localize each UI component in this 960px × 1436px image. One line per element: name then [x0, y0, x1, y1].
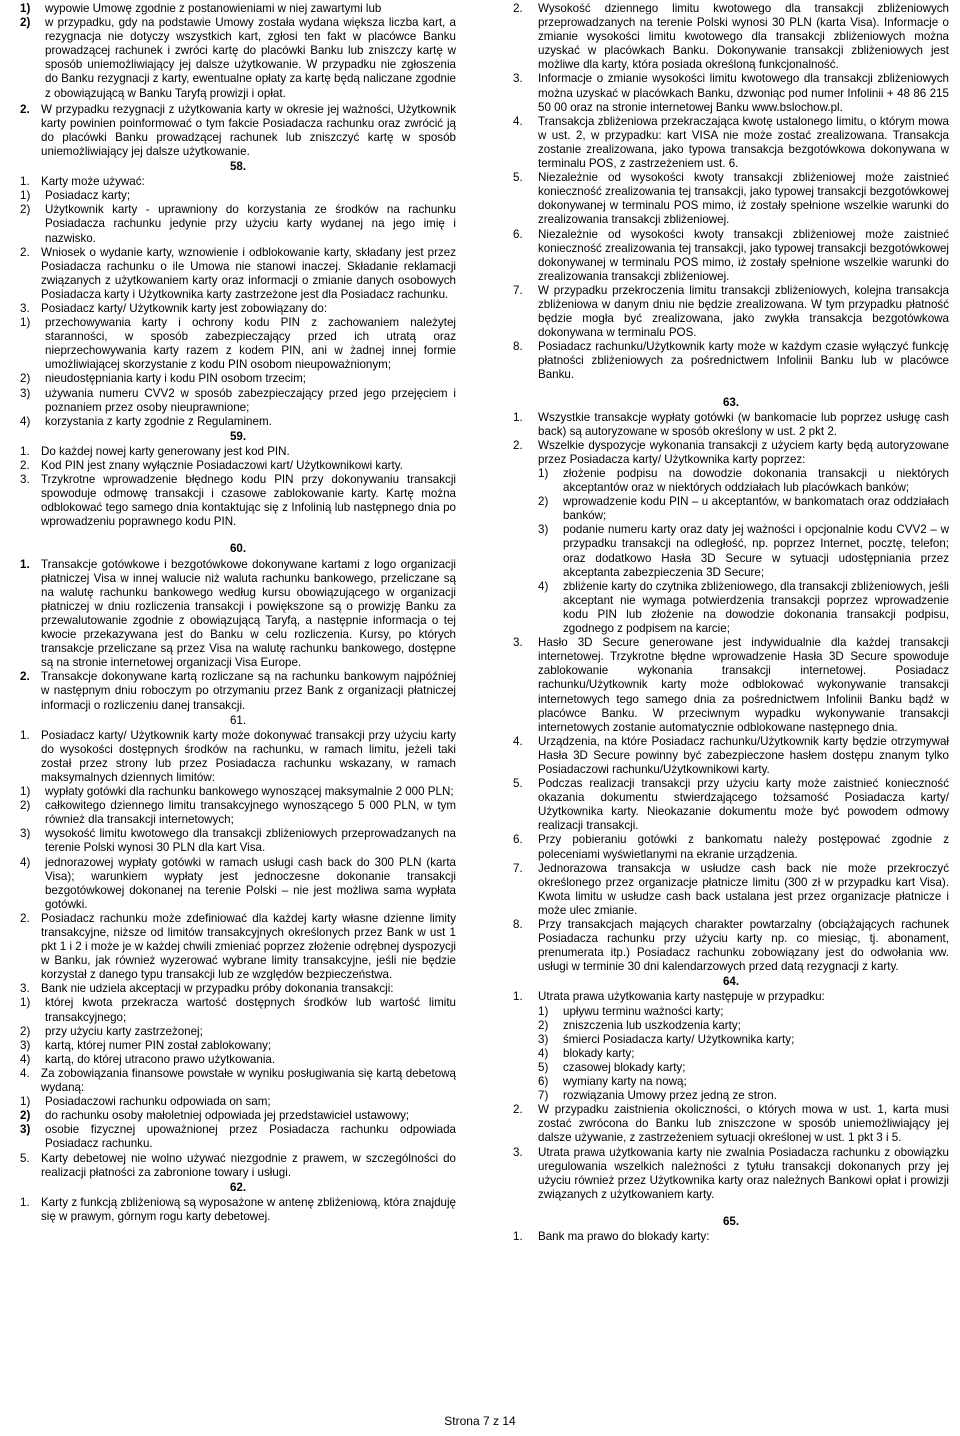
item-text: Przy pobieraniu gotówki z bankomatu należy postępować zgodnie z poleceniami wyświetlanymi na ekranie urządzenia. — [538, 833, 949, 861]
item-number: 2. — [513, 438, 523, 452]
item-text: Posiadaczowi rachunku odpowiada on sam; — [45, 1095, 271, 1109]
item-number: 8. — [513, 918, 523, 931]
item-number: 1) — [20, 785, 31, 799]
list-item — [20, 415, 456, 429]
item-text: podanie numeru karty oraz daty jej ważności i opcjonalnie kodu CVV2 – w przypadku transakcji na odległość, np. poprzez Internet, pocztę, telefon; oraz dodatkowo Hasła 3D Secure w sytuacji udostępniania przez akceptanta zabezpieczenia 3D Secure; — [563, 523, 949, 579]
item-text: Karty z funkcją zbliżeniową są wyposażone w antenę zbliżeniową, która znajduję się w prawym, górnym rogu karty debetowej. — [41, 1195, 456, 1223]
item-text: wypłaty gotówki dla rachunku bankowego wynoszącej maksymalnie 2 000 PLN; — [45, 785, 454, 799]
item-text: wymiany karty na nową; — [563, 1075, 687, 1089]
section-heading: 63. — [722, 395, 740, 409]
section-heading: 60. — [229, 542, 247, 556]
right-column — [513, 2, 949, 1244]
left-column — [20, 2, 456, 1224]
item-text: kartą, do której utracono prawo użytkowania. — [45, 1052, 276, 1066]
list-item — [513, 833, 949, 861]
list-item — [20, 316, 456, 372]
item-number: 3. — [513, 72, 523, 86]
item-number: 8. — [513, 340, 523, 354]
list-item — [20, 982, 456, 996]
item-text: czasowej blokady karty; — [563, 1060, 686, 1074]
list-item — [20, 558, 456, 671]
item-text: Przy transakcjach mających charakter powtarzalny (obciążających rachunek Posiadacza rachunku przy użyciu karty np. co miesiąc, tj. abonament, prenumerata itp.) Posiadacz rachunku zobowiązany jest do odwołania ww. usługi w terminie 30 dni kalendarzowych przed datą rezygnacji z karty. — [538, 918, 949, 974]
item-number: 3. — [20, 473, 30, 487]
list-item — [20, 1196, 456, 1224]
list-item — [20, 372, 456, 386]
list-item — [513, 918, 949, 974]
item-text: Transakcje dokonywane kartą rozliczane są na rachunku bankowym najpóźniej w następnym dniu roboczym po otrzymaniu przez Bank z organizacji płatniczej informacji o rozliczeniu danej transakcji. — [41, 670, 456, 712]
item-number: 6. — [513, 833, 523, 847]
list-item — [20, 1109, 456, 1123]
list-item — [513, 636, 949, 735]
item-number: 2. — [20, 670, 30, 684]
list-item — [20, 827, 456, 855]
item-number: 7) — [538, 1089, 549, 1103]
item-text: osobie fizycznej upoważnionej przez Posiadacza rachunku odpowiada Posiadacz rachunku. — [45, 1123, 456, 1151]
item-number: 1) — [20, 316, 31, 330]
list-item — [513, 1089, 949, 1103]
spacer — [513, 1202, 949, 1214]
item-number: 4. — [20, 1066, 30, 1080]
section-heading: 62. — [229, 1180, 247, 1194]
list-item — [513, 467, 949, 495]
list-item — [513, 1033, 949, 1047]
item-text: Wniosek o wydanie karty, wznowienie i odblokowanie karty, składany jest przez Posiadacza rachunku o ile Umowa nie stanowi inaczej. Składanie reklamacji związanych z użytkowaniem karty oraz informacji o zmianie danych osobowych Posiadacza karty i Użytkownika karty zastrzeżone jest dla Posiadacz rachunku. — [41, 245, 456, 301]
list-item — [20, 1025, 456, 1039]
list-item — [513, 1047, 949, 1061]
list-item — [20, 856, 456, 912]
item-text: w przypadku, gdy na podstawie Umowy została wydana większa liczba kart, a rezygnacja nie dotyczy wszystkich kart, zgłosi ten fakt w placówce Banku prowadzącej rachunek i zwróci kartę do placówki Banku lub zniszczy kartę w sposób uniemożliwiający jej dalsze użytkowanie. W przypadku nie zgłoszenia do Banku rezygnacji z karty, ewentualne opłaty za kartę będą naliczane zgodnie z obowiązującą w Banku Taryfą prowizji i opłat. — [45, 16, 456, 100]
item-text: Jednorazowa transakcja w usłudze cash back nie może przekroczyć określonego przez organizacje płatnicze limitu (300 zł w przypadku kart Visa). Kwota limitu w usłudze cash back ustalana jest przez organizacje płatnicze i może ulec zmianie. — [538, 861, 949, 917]
item-number: 1) — [20, 1095, 31, 1109]
item-text: rozwiązania Umowy przez jedną ze stron. — [563, 1089, 777, 1103]
item-number: 3. — [20, 982, 30, 996]
list-item — [513, 1005, 949, 1019]
item-text: Karty może używać: — [41, 175, 145, 189]
item-text: Niezależnie od wysokości kwoty transakcji zbliżeniowej może zaistnieć konieczność zrealizowania tej transakcji, jako typowej transakcji bezgotówkowej dokonywanej w terminalu POS mimo, iż zostały spełnione wszelkie warunki do zrealizowania transakcji zbliżeniowej. — [538, 171, 949, 227]
list-item — [513, 1061, 949, 1075]
list-item — [513, 72, 949, 114]
item-text: Posiadacz karty; — [45, 189, 131, 203]
item-number: 1) — [20, 189, 31, 203]
item-text: Wysokość dziennego limitu kwotowego dla transakcji zbliżeniowych przeprowadzanych na terenie Polski wynosi 30 PLN (karta Visa). Informacje o zmianie wysokości limitu kwotowego dla transakcji zbliżeniowych można uzyskać w placówkach Banku. Dokonywanie transakcji zbliżeniowych jest możliwe dla karty, która posiada określoną funkcjonalność. — [538, 2, 949, 72]
item-number: 1) — [20, 996, 31, 1010]
list-item — [20, 912, 456, 982]
item-text: zniszczenia lub uszkodzenia karty; — [563, 1018, 741, 1032]
list-item — [20, 729, 456, 785]
list-item — [20, 175, 456, 189]
item-text: Za zobowiązania finansowe powstałe w wyniku posługiwania się kartą debetową wydaną: — [41, 1066, 456, 1095]
item-text: Utrata prawa użytkowania karty następuje w przypadku: — [538, 990, 825, 1004]
item-text: śmierci Posiadacza karty/ Użytkownika karty; — [563, 1032, 795, 1046]
item-number: 2) — [538, 495, 549, 509]
list-item — [20, 459, 456, 473]
item-text: do rachunku osoby małoletniej odpowiada jej przedstawiciel ustawowy; — [45, 1109, 410, 1123]
item-number: 6) — [538, 1075, 549, 1089]
item-text: Niezależnie od wysokości kwoty transakcji zbliżeniowej może zaistnieć konieczność zrealizowania tej transakcji, jako typowej transakcji bezgotówkowej dokonywanej w terminalu POS mimo, iż zostały spełnione wszelkie warunki do zrealizowania transakcji zbliżeniowej. — [538, 227, 949, 283]
item-number: 7. — [513, 283, 523, 297]
list-item — [513, 777, 949, 833]
list-item — [513, 1019, 949, 1033]
list-item — [20, 1039, 456, 1053]
item-text: której kwota przekracza wartość dostępnych środków lub wartość limitu transakcyjnego; — [45, 996, 456, 1024]
item-number: 1. — [513, 410, 523, 424]
list-item — [513, 1146, 949, 1202]
list-item — [20, 996, 456, 1024]
list-item — [513, 523, 949, 579]
item-number: 2) — [20, 1109, 31, 1123]
page-footer: Strona 7 z 14 — [444, 1414, 516, 1428]
item-text: nieudostępniania karty i kodu PIN osobom trzecim; — [45, 372, 306, 386]
item-text: Trzykrotne wprowadzenie błędnego kodu PIN przy dokonywaniu transakcji spowoduje odmowę transakcji i czasowe zablokowanie karty. Kartę można odblokować tego samego dnia kontaktując się z Infolinią lub następnego dnia po wprowadzeniu poprawnego kodu PIN. — [41, 473, 456, 529]
list-item — [20, 1123, 456, 1151]
list-item — [20, 246, 456, 302]
item-text: W przypadku zaistnienia okoliczności, o których mowa w ust. 1, karta musi zostać zwrócona do Banku lub zniszczone w sposób uniemożliwiający jej dalsze używanie, z zastrzeżeniem sytuacji określonej w ust. 1 pkt 3 i 5. — [538, 1103, 949, 1145]
item-text: Kod PIN jest znany wyłącznie Posiadaczowi kart/ Użytkownikowi karty. — [41, 459, 403, 472]
item-number: 2. — [20, 911, 30, 925]
list-item — [20, 799, 456, 827]
item-text: W przypadku przekroczenia limitu transakcji zbliżeniowych, kolejna transakcja zbliżeniowa w danym dniu nie będzie zrealizowana. W tym przypadku płatność będzie mogła być zrealizowana, jako zwykła transakcja bezgotówkowa dokonywana w terminalu POS. — [538, 283, 949, 340]
item-text: upływu terminu ważności karty; — [563, 1004, 724, 1018]
item-text: zbliżenie karty do czytnika zbliżeniowego, dla transakcji zbliżeniowych, jeśli akceptant nie wymaga potwierdzenia transakcji poprzez wprowadzenie kodu PIN lub złożenie na dowodzie dokonania transakcji podpisu, zgodnego z podpisem na karcie; — [563, 579, 949, 636]
item-text: Posiadacz rachunku/Użytkownik karty może w każdym czasie wyłączyć funkcję płatności zbliżeniowych za pośrednictwem Infolinii Banku lub w placówce Banku. — [538, 340, 949, 382]
list-item — [513, 990, 949, 1004]
item-text: Podczas realizacji transakcji przy użyciu karty może zaistnieć konieczność okazania dokumentu stwierdzającego tożsamość Posiadacza karty/ Użytkownika karty. Nieokazanie dokumentu może być powodem odmowy realizacji transakcji. — [538, 777, 949, 833]
section-heading: 59. — [229, 429, 247, 443]
list-item — [513, 115, 949, 171]
list-item — [20, 445, 456, 459]
item-text: Wszystkie transakcje wypłaty gotówki (w bankomacie lub poprzez usługę cash back) są autoryzowane w sposób określony w ust. 2 pkt 2. — [538, 410, 949, 438]
list-item — [20, 1053, 456, 1067]
list-item — [513, 171, 949, 227]
item-number: 2. — [20, 245, 30, 259]
list-item — [20, 16, 456, 101]
list-item — [513, 228, 949, 284]
item-number: 2) — [20, 16, 31, 30]
item-number: 4) — [20, 1052, 31, 1066]
list-item — [513, 1103, 949, 1145]
item-text: Hasło 3D Secure generowane jest indywidualnie dla każdej transakcji internetowej. Trzykrotne błędne wprowadzenie Hasła 3D Secure spowoduje zablokowanie wykonania transakcji internetowej. Posiadacz rachunku/Użytkownik karty może odblokować wykonywanie transakcji internetowych tego samego dnia za pośrednictwem Infolinii Banku bądź w placówce Banku. W przeciwnym wypadku wykonywanie transakcji internetowych zostanie automatycznie odblokowane następnego dnia. — [538, 636, 949, 734]
item-text: przy użyciu karty zastrzeżonej; — [45, 1024, 203, 1038]
item-number: 5) — [538, 1060, 549, 1074]
section-heading: 64. — [722, 975, 740, 989]
list-item — [513, 580, 949, 636]
item-number: 1) — [538, 467, 549, 480]
list-item — [20, 189, 456, 203]
list-item — [513, 2, 949, 72]
item-text: Posiadacz karty/ Użytkownik karty może dokonywać transakcji przy użyciu karty do wysokości dostępnych środków na rachunku, w ramach limitu, jeżeli taki został przez strony lub przez Posiadacza rachunku wskazany, w ramach maksymalnych dziennych limitów: — [41, 728, 456, 784]
item-text: Karty debetowej nie wolno używać niezgodnie z prawem, w szczególności do realizacji płatności za zabronione towary i usługi. — [41, 1151, 456, 1179]
item-number: 5. — [513, 171, 523, 185]
item-number: 2. — [513, 2, 523, 15]
item-text: korzystania z karty zgodnie z Regulaminem. — [45, 414, 272, 428]
item-text: złożenie podpisu na dowodzie dokonania transakcji u niektórych akceptantów oraz w niektórych oddziałach lub placówkach banków; — [563, 467, 949, 495]
item-number: 4. — [513, 114, 523, 128]
item-number: 2) — [20, 203, 31, 217]
item-text: jednorazowej wypłaty gotówki w ramach usługi cash back do 300 PLN (karta Visa); warunkiem wypłaty jest jednoczesne dokonanie transakcji bezgotówkowej dokonanej na terenie Polski – nie jest możliwa sama wypłata gotówki. — [45, 855, 456, 911]
item-number: 4. — [513, 734, 523, 748]
item-number: 3) — [20, 386, 31, 400]
item-number: 1. — [20, 444, 30, 458]
item-number: 2. — [513, 1103, 523, 1117]
item-number: 3) — [538, 523, 549, 537]
spacer — [513, 383, 949, 395]
item-text: wprowadzenie kodu PIN – u akceptantów, w bankomatach oraz oddziałach banków; — [563, 495, 949, 523]
item-number: 3. — [20, 301, 30, 315]
item-number: 1. — [20, 728, 30, 742]
list-item — [513, 439, 949, 467]
item-number: 4) — [20, 855, 31, 869]
list-item — [513, 284, 949, 340]
item-number: 5. — [513, 777, 523, 791]
item-text: używania numeru CVV2 w sposób zabezpieczający przed jego przejęciem i poznaniem przez osoby nieuprawnione; — [45, 386, 456, 414]
item-text: Bank nie udziela akceptacji w przypadku próby dokonania transakcji: — [41, 982, 394, 996]
item-text: przechowywania karty i ochrony kodu PIN z zachowaniem należytej staranności, w sposób zabezpieczający przed ich utratą oraz nieprzechowywania karty razem z kodem PIN, ani w żadnej innej formie umożliwiającej skorzystanie z kodu PIN osobom nieupoważnionym; — [45, 316, 456, 372]
item-text: Utrata prawa użytkowania karty nie zwalnia Posiadacza rachunku z obowiązku uregulowania wszelkich należności z tytułu transakcji dokonanych przy jej użyciu również przez Użytkownika karty oraz należnych Bankowi opłat i prowizji związanych z użytkowaniem karty. — [538, 1145, 949, 1201]
item-text: Informacje o zmianie wysokości limitu kwotowego dla transakcji zbliżeniowych można uzyskać w placówkach Banku, dzwoniąc pod numer Infolinii + 48 86 215 50 00 oraz na stronie internetowej Banku www.bslochow.pl. — [538, 72, 949, 114]
list-item — [513, 411, 949, 439]
item-number: 1) — [538, 1004, 549, 1018]
item-text: Posiadacz rachunku może zdefiniować dla każdej karty własne dzienne limity transakcyjne, niższe od limitów transakcyjnych określonych przez Bank w ust 1 pkt 1 i 2 i może je w każdej chwili zmieniać poprzez złożenie odrębnej dyspozycji w Banku, jak również wyzerować wybrane limity transakcyjne, jeśli nie będzie korzystał z danego typu transakcji lub ze względów bezpieczeństwa. — [41, 911, 456, 982]
item-text: wypowie Umowę zgodnie z postanowieniami w niej zawartymi lub — [45, 2, 382, 15]
item-number: 3) — [20, 1038, 31, 1052]
item-number: 2) — [538, 1018, 549, 1032]
item-number: 3) — [20, 827, 31, 841]
spacer — [20, 529, 456, 541]
list-item — [513, 1075, 949, 1089]
item-text: Urządzenia, na które Posiadacz rachunku/Użytkownik karty będzie otrzymywał Hasła 3D Secure powinny być zabezpieczone hasłem dostępu znanym tylko Posiadaczowi rachunku/Użytkownikowi karty. — [538, 734, 949, 776]
item-number: 1) — [20, 2, 31, 15]
item-number: 1. — [20, 175, 30, 189]
item-number: 4) — [538, 1046, 549, 1060]
item-number: 4) — [20, 414, 31, 428]
item-number: 6. — [513, 227, 523, 241]
list-item — [513, 1230, 949, 1244]
item-number: 1. — [20, 557, 30, 571]
item-text: Posiadacz karty/ Użytkownik karty jest zobowiązany do: — [41, 301, 328, 315]
item-number: 3. — [513, 636, 523, 650]
item-text: wysokość limitu kwotowego dla transakcji zbliżeniowych przeprowadzanych na terenie Polski wynosi 30 PLN dla kart Visa. — [45, 827, 456, 855]
list-item — [20, 785, 456, 799]
item-number: 2. — [20, 102, 30, 116]
section-heading: 61. — [229, 713, 247, 727]
item-number: 3. — [513, 1145, 523, 1159]
list-item — [20, 670, 456, 712]
list-item — [20, 1067, 456, 1095]
item-number: 5. — [20, 1151, 30, 1165]
list-item — [20, 103, 456, 159]
item-number: 2) — [20, 799, 31, 813]
list-item — [513, 340, 949, 382]
item-text: blokady karty; — [563, 1046, 635, 1060]
item-number: 4) — [538, 579, 549, 593]
list-item — [20, 1095, 456, 1109]
item-text: Do każdej nowej karty generowany jest kod PIN. — [41, 444, 290, 458]
item-text: Transakcje gotówkowe i bezgotówkowe dokonywane kartami z logo organizacji płatniczej Visa w innej walucie niż waluta rachunku bankowego, przeliczane są na walutę rachunku bankowego według kursu obowiązującego w organizacji płatniczej w dniu rozliczenia transakcji i powiększone są o prowizję Banku za przewalutowanie zgodnie z obowiązującą Taryfą, a następnie informacja o tej kwocie przekazywana jest do Banku w celu rozliczenia. Kursy, po których transakcje przeliczane są przez Visa na walutę rachunku bankowego, dostępne są na stronie internetowej organizacji Visa Europe. — [41, 557, 456, 670]
item-number: 2) — [20, 1024, 31, 1038]
list-item — [513, 735, 949, 777]
list-item — [513, 495, 949, 523]
list-item — [20, 387, 456, 415]
item-number: 3) — [538, 1032, 549, 1046]
item-text: całkowitego dziennego limitu transakcyjnego wynoszącego 5 000 PLN, w tym również dla transakcji internetowych; — [45, 799, 456, 827]
item-text: Użytkownik karty - uprawniony do korzystania ze środków na rachunku Posiadacza rachunku jedynie przy użyciu karty wydanej na jego imię i nazwisko. — [45, 203, 456, 245]
item-number: 1. — [20, 1195, 30, 1209]
item-number: 1. — [513, 990, 523, 1004]
item-number: 2. — [20, 459, 30, 472]
item-text: Bank ma prawo do blokady karty: — [538, 1229, 710, 1243]
section-heading: 58. — [229, 160, 247, 174]
list-item — [20, 302, 456, 316]
item-number: 3) — [20, 1123, 31, 1137]
list-item — [20, 473, 456, 529]
section-heading: 65. — [722, 1214, 740, 1228]
item-text: Transakcja zbliżeniowa przekraczająca kwotę ustalonego limitu, o którym mowa w ust. 2, w przypadku: kart VISA nie może zostać zrealizowana. Transakcja zostanie zrealizowana, jako typowa transakcja bezgotówkowa dokonywana w terminalu POS, z zastrzeżeniem ust. 6. — [538, 114, 949, 171]
item-text: Wszelkie dyspozycje wykonania transakcji z użyciem karty będą autoryzowane przez Posiadacza karty/ Użytkownika karty poprzez: — [538, 438, 949, 466]
item-text: kartą, której numer PIN został zablokowany; — [45, 1038, 272, 1052]
list-item — [20, 2, 456, 16]
list-item — [513, 862, 949, 918]
item-number: 2) — [20, 372, 31, 386]
list-item — [20, 203, 456, 245]
item-number: 7. — [513, 861, 523, 875]
item-number: 1. — [513, 1229, 523, 1243]
item-text: W przypadku rezygnacji z użytkowania karty w okresie jej ważności, Użytkownik karty powinien poinformować o tym fakcie Posiadacza rachunku oraz zwrócić ją do placówki Banku prowadzącej rachunek lub zniszczyć kartę w sposób uniemożliwiający jej dalsze użytkowanie. — [41, 102, 456, 158]
list-item — [20, 1152, 456, 1180]
